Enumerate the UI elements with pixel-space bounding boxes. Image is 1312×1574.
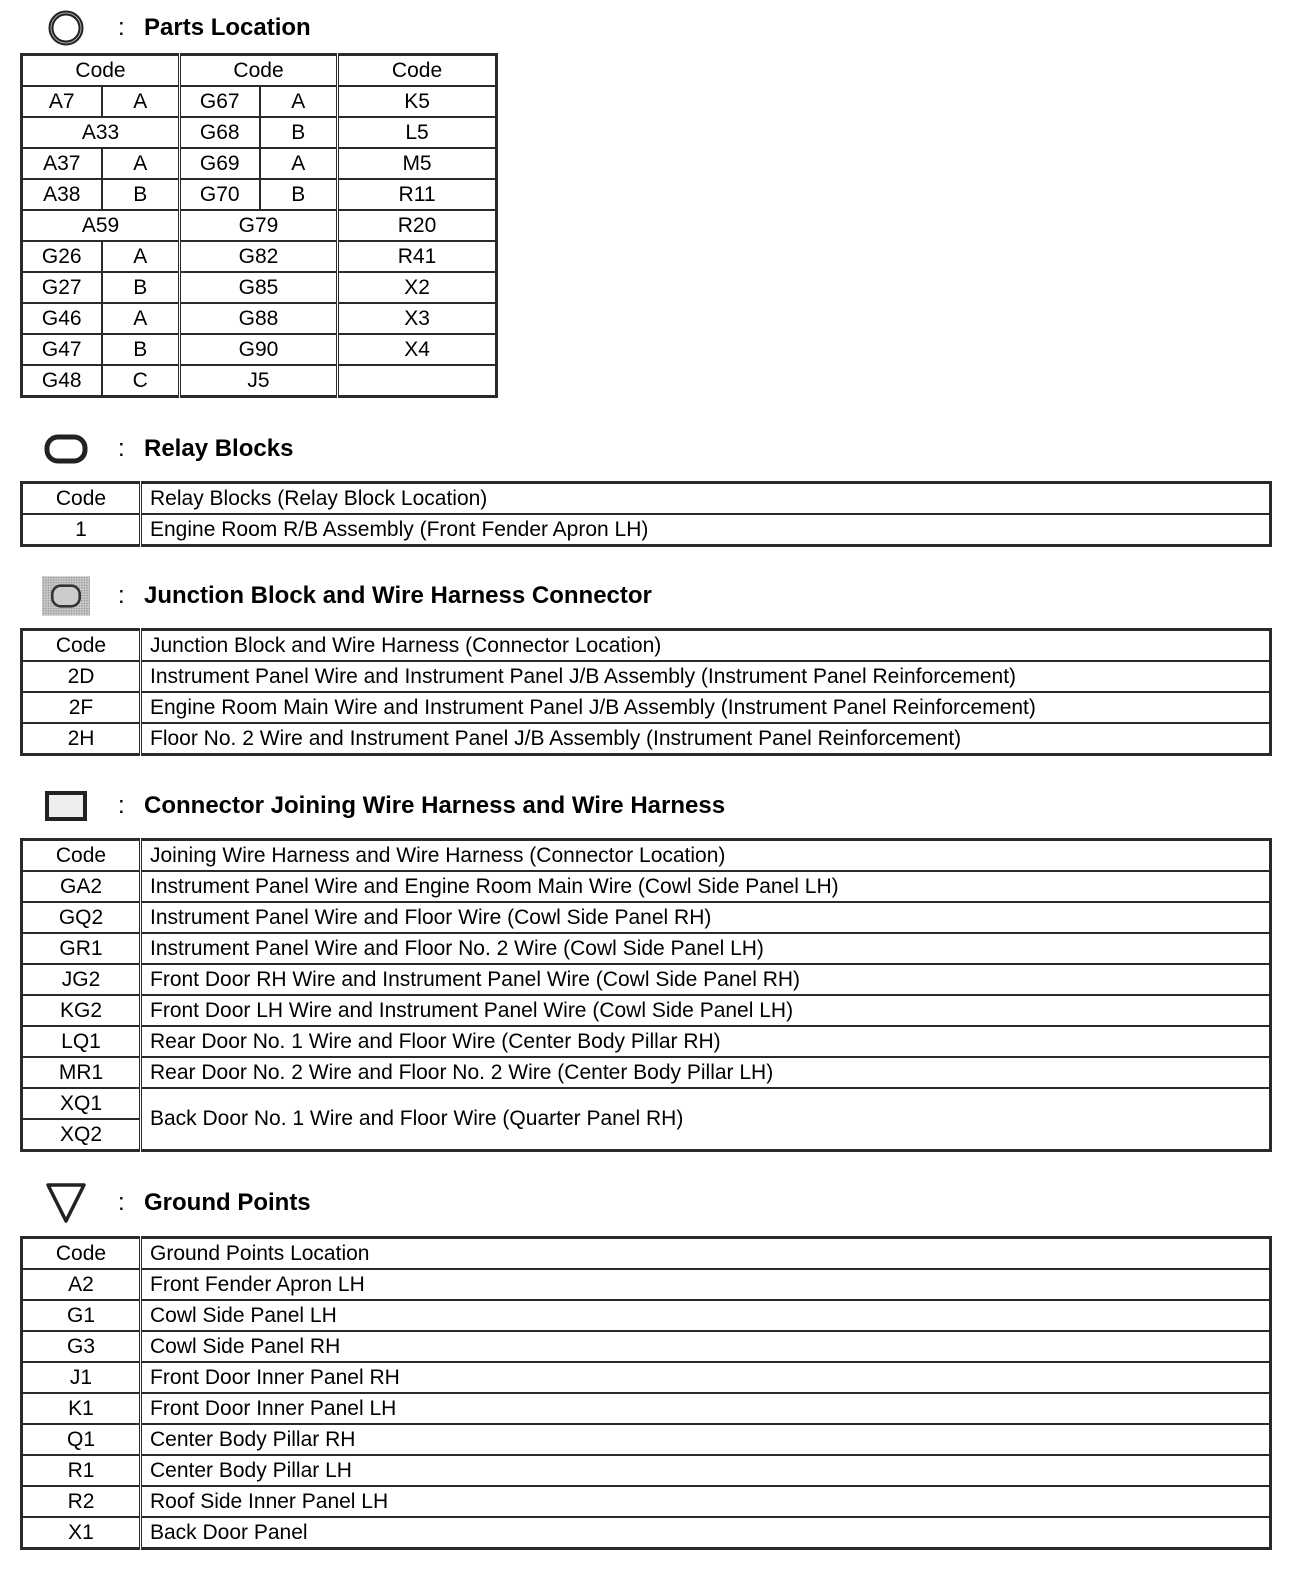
row-code: 1 xyxy=(22,514,141,546)
part-code: R20 xyxy=(338,210,497,241)
row-description: Engine Room Main Wire and Instrument Panel J/B Assembly (Instrument Panel Reinforcement) xyxy=(141,692,1271,723)
shaded-rounded-rect-icon xyxy=(42,574,90,618)
table-header-row xyxy=(22,55,497,87)
part-location: C xyxy=(102,365,180,397)
header-code: Code xyxy=(22,1238,141,1270)
part-code: A37 xyxy=(22,148,102,179)
row-code: Q1 xyxy=(22,1424,141,1455)
part-location: A xyxy=(102,241,180,272)
part-location: B xyxy=(102,272,180,303)
part-location: A xyxy=(260,148,338,179)
header-cell: Code xyxy=(22,55,180,87)
part-code: G90 xyxy=(180,334,338,365)
relay-blocks-heading xyxy=(42,427,293,471)
row-code: JG2 xyxy=(22,964,141,995)
table-row xyxy=(22,1300,1271,1331)
row-description: Rear Door No. 2 Wire and Floor No. 2 Wire (Center Body Pillar LH) xyxy=(141,1057,1271,1088)
part-code: G68 xyxy=(180,117,260,148)
row-description: Instrument Panel Wire and Floor Wire (Cowl Side Panel RH) xyxy=(141,902,1271,933)
row-description: Rear Door No. 1 Wire and Floor Wire (Center Body Pillar RH) xyxy=(141,1026,1271,1057)
part-code: A38 xyxy=(22,179,102,210)
table-header-row xyxy=(22,840,1271,872)
connector-joining-heading xyxy=(42,784,725,828)
row-description: Cowl Side Panel RH xyxy=(141,1331,1271,1362)
heading-colon: : xyxy=(118,1189,125,1216)
heading-colon: : xyxy=(118,582,125,609)
part-location: B xyxy=(102,334,180,365)
part-code: M5 xyxy=(338,148,497,179)
table-row xyxy=(22,1057,1271,1088)
table-row xyxy=(22,692,1271,723)
row-code: 2H xyxy=(22,723,141,755)
row-code: G3 xyxy=(22,1331,141,1362)
row-description: Center Body Pillar RH xyxy=(141,1424,1271,1455)
row-code: J1 xyxy=(22,1362,141,1393)
part-code: R41 xyxy=(338,241,497,272)
table-row xyxy=(22,303,497,334)
part-code: G48 xyxy=(22,365,102,397)
junction-block-table xyxy=(20,628,1272,756)
part-code: R11 xyxy=(338,179,497,210)
table-row xyxy=(22,1269,1271,1300)
table-row xyxy=(22,902,1271,933)
heading-colon: : xyxy=(118,435,125,462)
table-row xyxy=(22,179,497,210)
part-code: G67 xyxy=(180,86,260,117)
parts-location-table xyxy=(20,53,498,398)
table-row xyxy=(22,1088,1271,1119)
part-code: X3 xyxy=(338,303,497,334)
table-row xyxy=(22,1517,1271,1549)
part-code: A33 xyxy=(22,117,180,148)
row-description: Instrument Panel Wire and Engine Room Main Wire (Cowl Side Panel LH) xyxy=(141,871,1271,902)
triangle-down-icon xyxy=(42,1181,90,1225)
ground-points-heading xyxy=(42,1181,311,1225)
row-code: XQ2 xyxy=(22,1119,141,1151)
row-description: Front Fender Apron LH xyxy=(141,1269,1271,1300)
heading-colon: : xyxy=(118,792,125,819)
part-code: G79 xyxy=(180,210,338,241)
header-description: Ground Points Location xyxy=(141,1238,1271,1270)
table-row xyxy=(22,86,497,117)
row-description: Instrument Panel Wire and Instrument Panel J/B Assembly (Instrument Panel Reinforcement) xyxy=(141,661,1271,692)
rectangle-icon xyxy=(42,784,90,828)
table-row xyxy=(22,514,1271,546)
section-title: Ground Points xyxy=(144,1189,311,1216)
table-row xyxy=(22,1362,1271,1393)
row-description: Roof Side Inner Panel LH xyxy=(141,1486,1271,1517)
table-row xyxy=(22,241,497,272)
table-header-row xyxy=(22,483,1271,515)
row-code: XQ1 xyxy=(22,1088,141,1119)
row-code: GA2 xyxy=(22,871,141,902)
header-description: Junction Block and Wire Harness (Connector Location) xyxy=(141,630,1271,662)
section-title: Junction Block and Wire Harness Connector xyxy=(144,582,652,609)
part-code: G47 xyxy=(22,334,102,365)
row-code: 2F xyxy=(22,692,141,723)
part-code: G26 xyxy=(22,241,102,272)
row-description: Front Door Inner Panel LH xyxy=(141,1393,1271,1424)
part-code: G70 xyxy=(180,179,260,210)
row-code: R1 xyxy=(22,1455,141,1486)
table-row xyxy=(22,661,1271,692)
part-code: K5 xyxy=(338,86,497,117)
part-code: A59 xyxy=(22,210,180,241)
table-row xyxy=(22,1486,1271,1517)
row-code: KG2 xyxy=(22,995,141,1026)
junction-block-heading xyxy=(42,574,652,618)
connector-joining-table xyxy=(20,838,1272,1152)
table-row xyxy=(22,1424,1271,1455)
row-code: A2 xyxy=(22,1269,141,1300)
header-cell: Code xyxy=(180,55,338,87)
part-code: X4 xyxy=(338,334,497,365)
part-code: L5 xyxy=(338,117,497,148)
row-description: Front Door LH Wire and Instrument Panel Wire (Cowl Side Panel LH) xyxy=(141,995,1271,1026)
table-row xyxy=(22,1026,1271,1057)
part-code: G85 xyxy=(180,272,338,303)
row-description: Front Door RH Wire and Instrument Panel Wire (Cowl Side Panel RH) xyxy=(141,964,1271,995)
header-cell: Code xyxy=(338,55,497,87)
table-row xyxy=(22,1455,1271,1486)
header-code: Code xyxy=(22,483,141,515)
part-location: B xyxy=(260,179,338,210)
section-title: Relay Blocks xyxy=(144,435,294,462)
table-row xyxy=(22,964,1271,995)
part-location: B xyxy=(102,179,180,210)
row-description: Front Door Inner Panel RH xyxy=(141,1362,1271,1393)
parts-location-heading xyxy=(42,6,311,50)
part-code: A7 xyxy=(22,86,102,117)
part-code: G82 xyxy=(180,241,338,272)
circle-icon xyxy=(42,6,90,50)
part-code xyxy=(338,365,497,397)
table-row xyxy=(22,1393,1271,1424)
row-code: X1 xyxy=(22,1517,141,1549)
row-code: LQ1 xyxy=(22,1026,141,1057)
part-code: G27 xyxy=(22,272,102,303)
row-code: MR1 xyxy=(22,1057,141,1088)
header-code: Code xyxy=(22,630,141,662)
table-row xyxy=(22,334,497,365)
table-row xyxy=(22,723,1271,755)
row-code: GQ2 xyxy=(22,902,141,933)
part-location: A xyxy=(102,303,180,334)
relay-blocks-table xyxy=(20,481,1272,547)
table-row xyxy=(22,1331,1271,1362)
row-code: R2 xyxy=(22,1486,141,1517)
table-header-row xyxy=(22,630,1271,662)
header-description: Relay Blocks (Relay Block Location) xyxy=(141,483,1271,515)
row-description: Cowl Side Panel LH xyxy=(141,1300,1271,1331)
table-row xyxy=(22,210,497,241)
row-code: K1 xyxy=(22,1393,141,1424)
heading-colon: : xyxy=(118,14,125,41)
table-row xyxy=(22,871,1271,902)
part-code: G69 xyxy=(180,148,260,179)
part-code: J5 xyxy=(180,365,338,397)
row-description: Back Door Panel xyxy=(141,1517,1271,1549)
part-location: B xyxy=(260,117,338,148)
table-row xyxy=(22,117,497,148)
table-row xyxy=(22,365,497,397)
rounded-rect-icon xyxy=(42,427,90,471)
row-description: Center Body Pillar LH xyxy=(141,1455,1271,1486)
header-description: Joining Wire Harness and Wire Harness (Connector Location) xyxy=(141,840,1271,872)
table-header-row xyxy=(22,1238,1271,1270)
part-code: G46 xyxy=(22,303,102,334)
section-title: Parts Location xyxy=(144,14,311,41)
part-location: A xyxy=(102,86,180,117)
part-code: X2 xyxy=(338,272,497,303)
ground-points-table xyxy=(20,1236,1272,1550)
table-row xyxy=(22,995,1271,1026)
row-description: Floor No. 2 Wire and Instrument Panel J/B Assembly (Instrument Panel Reinforcement) xyxy=(141,723,1271,755)
row-description: Engine Room R/B Assembly (Front Fender Apron LH) xyxy=(141,514,1271,546)
table-row xyxy=(22,272,497,303)
row-code: GR1 xyxy=(22,933,141,964)
table-row xyxy=(22,933,1271,964)
row-code: G1 xyxy=(22,1300,141,1331)
table-row xyxy=(22,148,497,179)
part-code: G88 xyxy=(180,303,338,334)
row-code: 2D xyxy=(22,661,141,692)
part-location: A xyxy=(260,86,338,117)
row-description: Back Door No. 1 Wire and Floor Wire (Quarter Panel RH) xyxy=(141,1088,1271,1151)
row-description: Instrument Panel Wire and Floor No. 2 Wire (Cowl Side Panel LH) xyxy=(141,933,1271,964)
section-title: Connector Joining Wire Harness and Wire Harness xyxy=(144,792,726,819)
part-location: A xyxy=(102,148,180,179)
header-code: Code xyxy=(22,840,141,872)
